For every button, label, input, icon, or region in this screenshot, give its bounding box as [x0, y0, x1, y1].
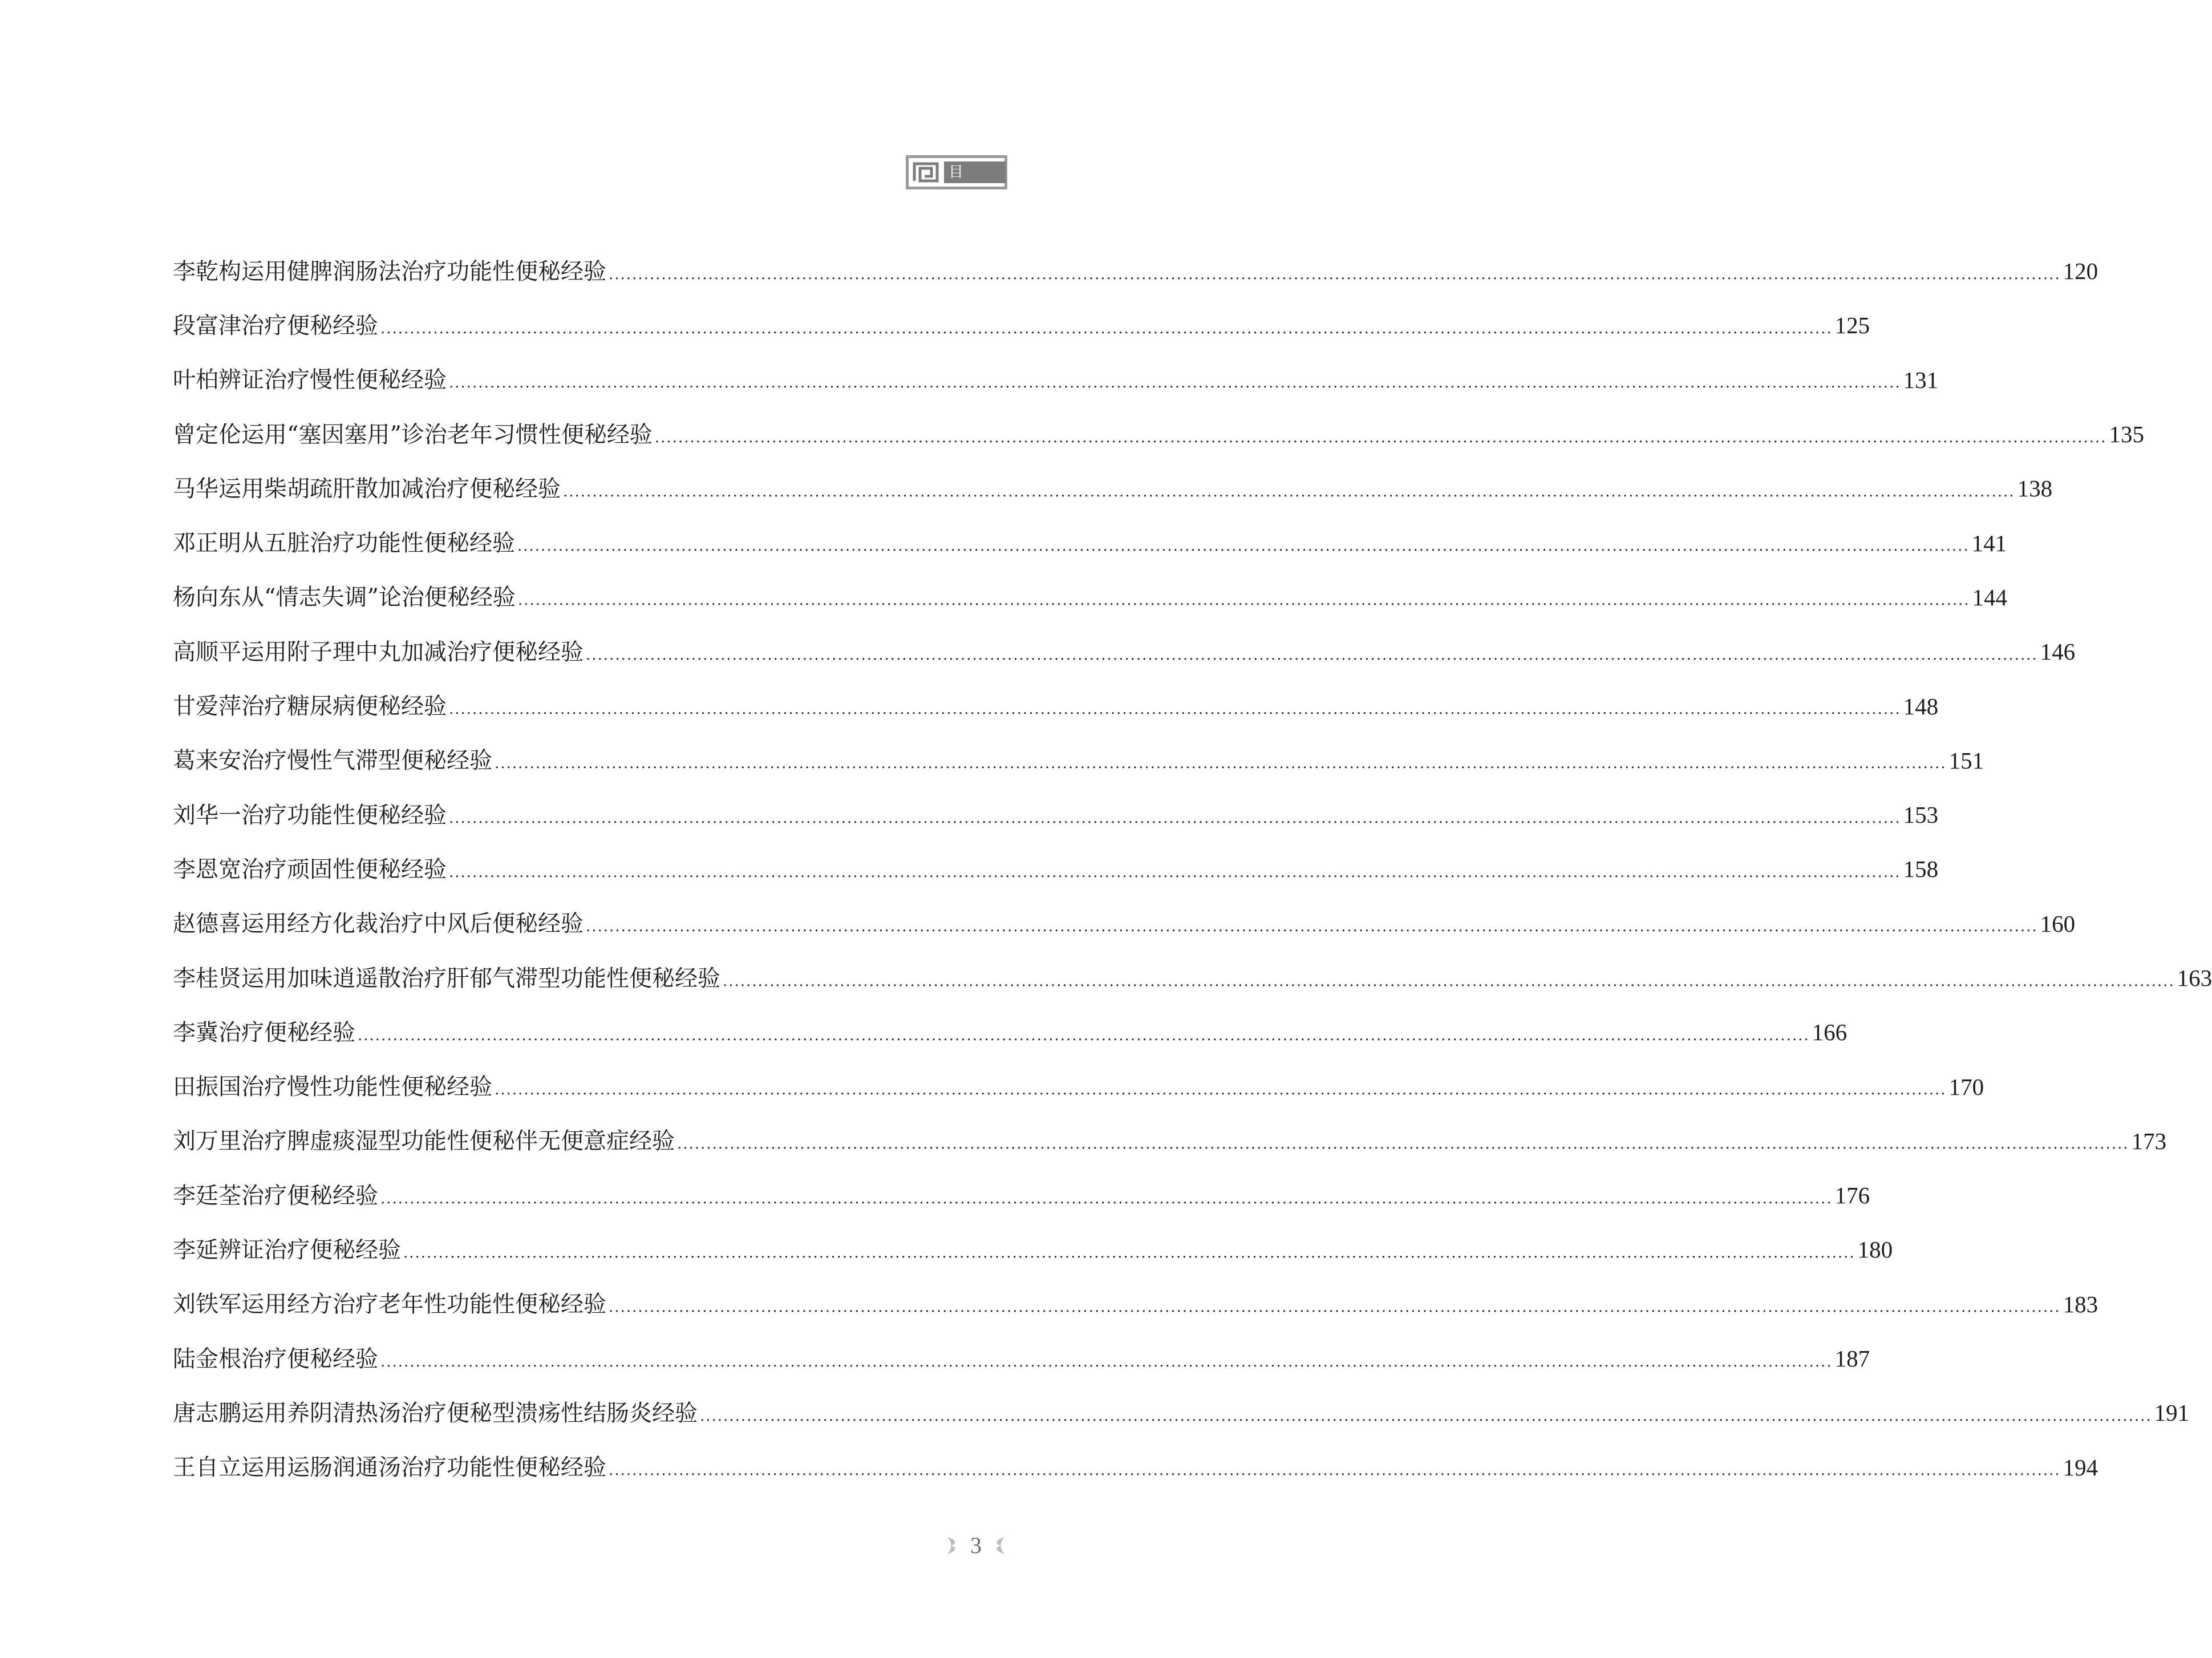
toc-entry[interactable]: [173, 897, 2076, 951]
toc-entry-page-number: 166: [1812, 1019, 1848, 1046]
toc-entry-title: 段富津治疗便秘经验: [173, 312, 378, 339]
dot-leader: [677, 1130, 2129, 1152]
toc-entry[interactable]: [173, 625, 2076, 679]
toc-entry-page-number: 191: [2154, 1400, 2190, 1426]
toc-entry-page-number: 141: [1971, 529, 2007, 556]
dot-leader: [609, 1456, 2061, 1479]
toc-entry-page-number: 120: [2063, 258, 2098, 285]
page-number: 3: [970, 1532, 982, 1558]
toc-entry-page-number: 135: [2109, 421, 2145, 448]
section-header-tag: [906, 155, 1042, 189]
dot-leader: [609, 260, 2061, 283]
toc-entry-page-number: 138: [2017, 475, 2053, 502]
toc-entry-page-number: 158: [1903, 856, 1939, 883]
toc-entry-title: 唐志鹏运用养阴清热汤治疗便秘型溃疡性结肠炎经验: [173, 1400, 698, 1426]
toc-entry-page-number: 153: [1903, 802, 1939, 828]
dot-leader: [495, 1075, 1947, 1098]
dot-leader: [586, 641, 2038, 664]
toc-entry-page-number: 160: [2040, 910, 2076, 937]
toc-entry-page-number: 176: [1834, 1182, 1870, 1209]
dot-leader: [449, 858, 1901, 881]
dot-leader: [586, 912, 2038, 935]
toc-entry[interactable]: [173, 1223, 1893, 1277]
toc-entry[interactable]: [173, 244, 2098, 298]
dot-leader: [495, 749, 1947, 772]
toc-entry[interactable]: [173, 516, 2007, 570]
toc-entry-page-number: 151: [1948, 747, 1984, 774]
toc-entry[interactable]: [173, 407, 2145, 462]
dot-leader: [380, 1184, 1833, 1207]
dot-leader: [518, 586, 1970, 609]
toc-entry[interactable]: [173, 462, 2053, 516]
toc-entry-title: 赵德喜运用经方化裁治疗中风后便秘经验: [173, 911, 584, 937]
dot-leader: [403, 1239, 1856, 1261]
dot-leader: [563, 478, 2015, 500]
section-header-label: 目 录: [944, 161, 1006, 183]
toc-entry-page-number: 187: [1834, 1345, 1870, 1372]
toc-entry-title: 王自立运用运肠润通汤治疗功能性便秘经验: [173, 1454, 606, 1481]
toc-entry[interactable]: [173, 1005, 1848, 1059]
dot-leader: [700, 1402, 2152, 1425]
fret-ornament-icon: [912, 161, 939, 183]
toc-entry-title: 李乾构运用健脾润肠法治疗功能性便秘经验: [173, 258, 606, 285]
dot-leader: [517, 532, 1970, 555]
toc-entry-page-number: 180: [1857, 1236, 1893, 1263]
toc-entry-page-number: 183: [2063, 1291, 2098, 1317]
dot-leader: [655, 423, 2107, 446]
toc-entry-title: 李冀治疗便秘经验: [173, 1019, 355, 1046]
toc-entry-title: 刘铁军运用经方治疗老年性功能性便秘经验: [173, 1291, 606, 1318]
toc-entry-title: 刘万里治疗脾虚痰湿型功能性便秘伴无便意症经验: [173, 1128, 675, 1155]
toc-entry-title: 刘华一治疗功能性便秘经验: [173, 802, 447, 828]
toc-entry-title: 李恩宽治疗顽固性便秘经验: [173, 856, 447, 883]
toc-entry-title: 田振国治疗慢性功能性便秘经验: [173, 1074, 492, 1101]
toc-entry-page-number: 131: [1903, 366, 1939, 393]
toc-entry[interactable]: [173, 1441, 2098, 1495]
toc-entry-page-number: 144: [1972, 584, 2008, 610]
toc-entry-title: 马华运用柴胡疏肝散加减治疗便秘经验: [173, 475, 561, 502]
toc-entry[interactable]: [173, 1114, 2167, 1168]
toc-entry-page-number: 146: [2040, 638, 2076, 665]
toc-entry-page-number: 194: [2063, 1454, 2098, 1481]
toc-entry-title: 李廷荃治疗便秘经验: [173, 1182, 378, 1209]
toc-entry[interactable]: [173, 788, 1939, 842]
dot-leader: [380, 1348, 1833, 1370]
dot-leader: [380, 314, 1833, 337]
toc-entry-title: 李桂贤运用加味逍遥散治疗肝郁气滞型功能性便秘经验: [173, 965, 720, 992]
toc-entry-page-number: 148: [1903, 693, 1939, 719]
toc-entry-title: 邓正明从五脏治疗功能性便秘经验: [173, 530, 515, 557]
dot-leader: [449, 695, 1901, 718]
toc-entry[interactable]: [173, 1059, 1984, 1114]
dot-leader: [449, 369, 1901, 391]
page-folio: [945, 1530, 1007, 1561]
toc-entry[interactable]: [173, 842, 1939, 896]
dot-leader: [449, 804, 1901, 827]
toc-entry[interactable]: [173, 1277, 2098, 1332]
dot-leader: [609, 1293, 2061, 1316]
left-leaf-ornament-icon: [945, 1535, 962, 1556]
dot-leader: [358, 1021, 1810, 1044]
toc-entry-title: 叶柏辨证治疗慢性便秘经验: [173, 367, 447, 394]
toc-entry-title: 李延辨证治疗便秘经验: [173, 1236, 401, 1263]
table-of-contents: [173, 244, 2212, 1495]
toc-entry-title: 高顺平运用附子理中丸加减治疗便秘经验: [173, 638, 584, 665]
toc-entry[interactable]: [173, 951, 2212, 1005]
toc-entry-title: 甘爱萍治疗糖尿病便秘经验: [173, 693, 447, 720]
toc-entry-title: 曾定伦运用“塞因塞用”诊治老年习惯性便秘经验: [173, 421, 653, 448]
toc-entry[interactable]: [173, 1168, 1870, 1223]
toc-entry[interactable]: [173, 353, 1939, 407]
toc-entry-page-number: 173: [2131, 1127, 2167, 1154]
toc-entry[interactable]: [173, 734, 1984, 788]
toc-entry-page-number: 163: [2177, 965, 2212, 991]
toc-entry[interactable]: [173, 571, 2008, 625]
toc-entry-page-number: 170: [1948, 1073, 1984, 1100]
toc-entry-title: 杨向东从“情志失调”论治便秘经验: [173, 584, 516, 611]
toc-entry[interactable]: [173, 298, 1870, 353]
toc-entry-page-number: 125: [1834, 312, 1870, 339]
toc-entry[interactable]: [173, 679, 1939, 733]
toc-entry-title: 陆金根治疗便秘经验: [173, 1345, 378, 1372]
right-leaf-ornament-icon: [990, 1535, 1007, 1556]
toc-entry[interactable]: [173, 1332, 1870, 1386]
toc-entry-title: 葛来安治疗慢性气滞型便秘经验: [173, 747, 492, 774]
dot-leader: [723, 967, 2175, 990]
toc-entry[interactable]: [173, 1386, 2190, 1440]
